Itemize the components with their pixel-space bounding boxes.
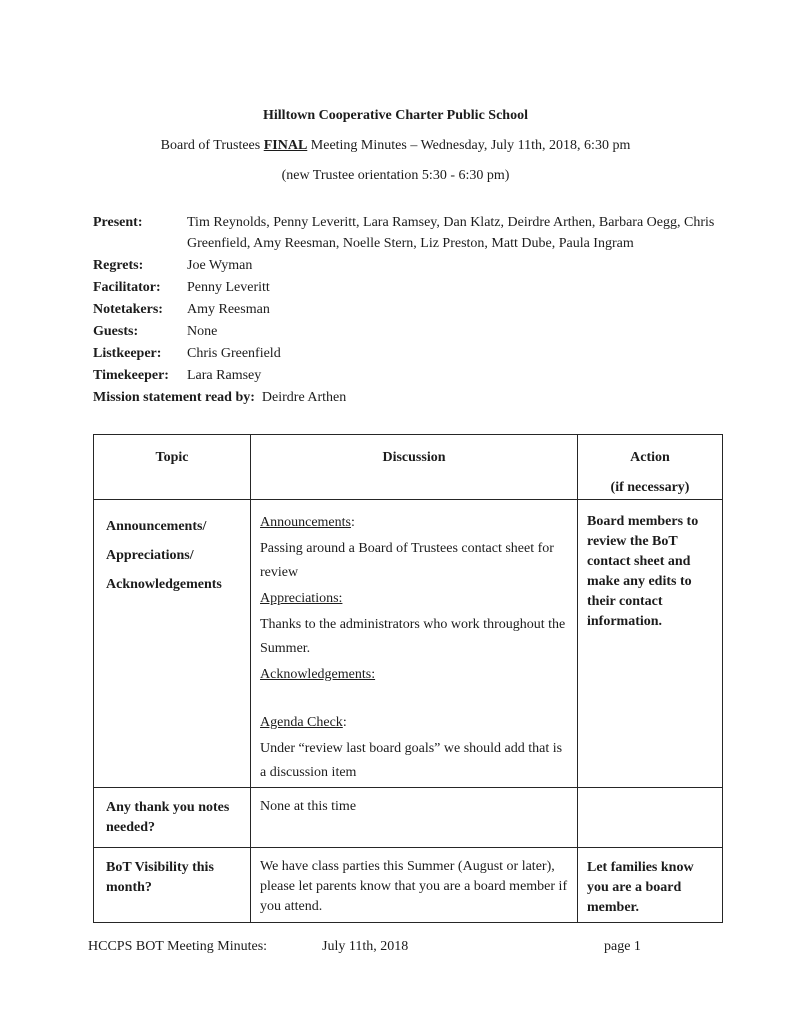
topic-line: Appreciations/ — [106, 548, 194, 563]
info-row-present — [93, 212, 725, 254]
info-label-timekeeper: Timekeeper: — [93, 368, 169, 383]
action-cell-thank-you-notes — [578, 788, 723, 848]
info-value-guests: None — [187, 324, 218, 339]
topic-line: Acknowledgements — [106, 577, 222, 592]
underlined-heading: Appreciations: — [260, 591, 343, 606]
info-label-guests: Guests: — [93, 324, 139, 339]
column-header-action — [578, 435, 723, 500]
discussion-cell-thank-you-notes: None at this time — [251, 788, 578, 848]
meeting-subtitle — [0, 135, 791, 156]
info-value-facilitator: Penny Leveritt — [187, 280, 270, 295]
action-cell-bot-visibility: Let families know you are a board member. — [578, 848, 723, 923]
info-value-mission-statement: Deirdre Arthen — [261, 390, 347, 405]
action-cell-announcements: Board members to review the BoT contact sheet and make any edits to their contact information. — [578, 500, 723, 788]
table-row-thank-you-notes — [94, 788, 723, 848]
info-label-mission-statement: Mission statement read by: — [93, 390, 255, 405]
info-value-notetakers: Amy Reesman — [187, 302, 270, 317]
footer-date: July 11th, 2018 — [322, 939, 409, 954]
info-value-regrets: Joe Wyman — [187, 258, 253, 273]
info-row-timekeeper — [93, 365, 725, 386]
topic-cell-bot-visibility: BoT Visibility this month? — [94, 848, 251, 923]
minutes-table — [93, 434, 723, 923]
info-label-listkeeper: Listkeeper: — [93, 346, 162, 361]
meeting-info-block — [93, 212, 725, 408]
discussion-paragraph: Passing around a Board of Trustees contact sheet for review — [260, 541, 554, 580]
subtitle-prefix: Board of Trustees — [160, 138, 264, 153]
topic-cell-thank-you-notes: Any thank you notes needed? — [94, 788, 251, 848]
topic-cell-announcements — [94, 500, 251, 788]
school-title: Hilltown Cooperative Charter Public School — [263, 108, 528, 123]
info-value-present: Tim Reynolds, Penny Leveritt, Lara Ramsey, Dan Klatz, Deirdre Arthen, Barbara Oegg, Chris Greenfield, Amy Reesman, Noelle Stern, Liz Preston, Matt Dube, Paula Ingram — [187, 215, 715, 251]
topic-line: Announcements/ — [106, 519, 207, 534]
info-row-listkeeper — [93, 343, 725, 364]
final-status-label: FINAL — [263, 138, 308, 153]
info-label-regrets: Regrets: — [93, 258, 144, 273]
column-header-topic: Topic — [94, 435, 251, 500]
info-value-timekeeper: Lara Ramsey — [187, 368, 262, 383]
discussion-heading — [260, 663, 568, 687]
info-label-facilitator: Facilitator: — [93, 280, 161, 295]
info-row-facilitator — [93, 277, 725, 298]
info-label-present: Present: — [93, 215, 143, 230]
discussion-paragraph: Under “review last board goals” we should add that is a discussion item — [260, 741, 563, 780]
table-row-bot-visibility — [94, 848, 723, 923]
heading-trailer: : — [350, 515, 355, 530]
underlined-heading: Agenda Check — [260, 715, 343, 730]
info-row-regrets — [93, 255, 725, 276]
table-row-announcements — [94, 500, 723, 788]
action-header-line2: (if necessary) — [610, 480, 690, 495]
blank-line — [260, 689, 568, 711]
page-footer — [0, 936, 791, 957]
heading-trailer: : — [342, 715, 347, 730]
info-row-notetakers — [93, 299, 725, 320]
table-header-row — [94, 435, 723, 500]
discussion-heading — [260, 587, 568, 611]
footer-document-title: HCCPS BOT Meeting Minutes: — [88, 939, 268, 954]
footer-page-number: page 1 — [604, 939, 641, 954]
discussion-heading — [260, 511, 568, 535]
underlined-heading: Announcements — [260, 515, 351, 530]
info-row-mission-statement — [93, 387, 725, 408]
info-label-notetakers: Notetakers: — [93, 302, 163, 317]
discussion-cell-announcements — [251, 500, 578, 788]
column-header-discussion: Discussion — [251, 435, 578, 500]
discussion-paragraph: Thanks to the administrators who work throughout the Summer. — [260, 617, 566, 656]
orientation-note: (new Trustee orientation 5:30 - 6:30 pm) — [281, 168, 510, 183]
discussion-cell-bot-visibility: We have class parties this Summer (August or later), please let parents know that you are a board member if you attend. — [251, 848, 578, 923]
underlined-heading: Acknowledgements: — [260, 667, 376, 682]
action-header-line1: Action — [630, 450, 670, 465]
info-row-guests — [93, 321, 725, 342]
document-header — [0, 0, 791, 186]
discussion-heading — [260, 711, 568, 735]
subtitle-suffix: Meeting Minutes – Wednesday, July 11th, 2018, 6:30 pm — [307, 138, 631, 153]
info-value-listkeeper: Chris Greenfield — [187, 346, 281, 361]
